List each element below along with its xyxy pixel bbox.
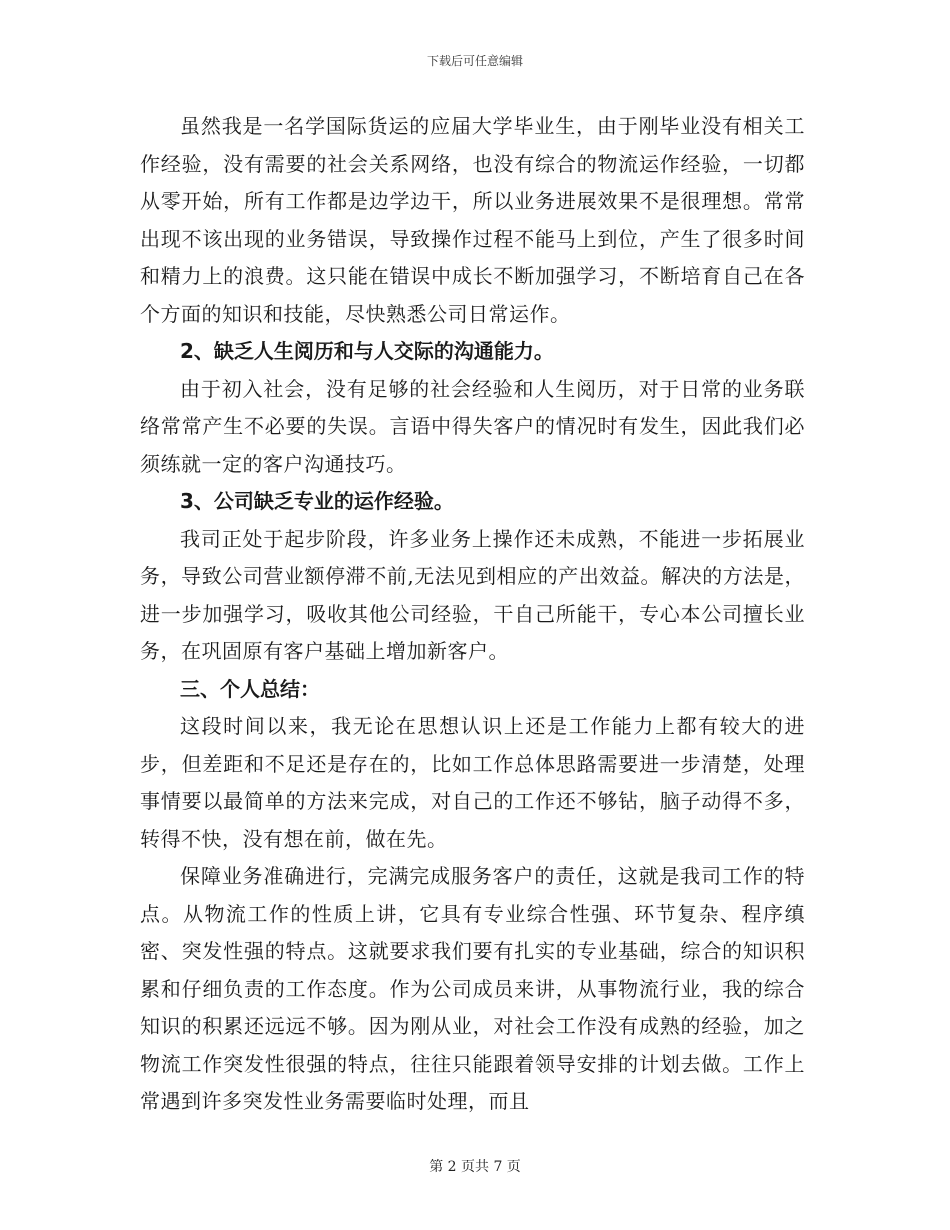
section-heading-3: 3、公司缺乏专业的运作经验。 <box>180 489 454 513</box>
paragraph-4: 这段时间以来，我无论在思想认识上还是工作能力上都有较大的进步，但差距和不足还是存在的，比如工作总体思路需要进一步清楚，处理事情要以最简单的方法来完成，对自己的工作还不够钻，脑子动得不多，转得不快，没有想在前，做在先。 <box>140 714 805 851</box>
paragraph-5: 保障业务准确进行，完满完成服务客户的责任，这就是我司工作的特点。从物流工作的性质上讲，它具有专业综合性强、环节复杂、程序缜密、突发性强的特点。这就要求我们要有扎实的专业基础，综合的知识积累和仔细负责的工作态度。作为公司成员来讲，从事物流行业，我的综合知识的积累还远远不够。因为刚从业，对社会工作没有成熟的经验，加之物流工作突发性很强的特点，往往只能跟着领导安排的计划去做。工作上常遇到许多突发性业务需要临时处理，而且 <box>140 864 805 1113</box>
page-footer: 第 2 页共 7 页 <box>429 1159 521 1175</box>
page-header: 下载后可任意编辑 <box>426 54 523 68</box>
paragraph-2: 由于初入社会，没有足够的社会经验和人生阅历，对于日常的业务联络常常产生不必要的失误。言语中得失客户的情况时有发生，因此我们必须练就一定的客户沟通技巧。 <box>140 376 805 476</box>
paragraph-1: 虽然我是一名学国际货运的应届大学毕业生，由于刚毕业没有相关工作经验，没有需要的社会关系网络，也没有综合的物流运作经验，一切都从零开始，所有工作都是边学边干，所以业务进展效果不是很理想。常常出现不该出现的业务错误，导致操作过程不能马上到位，产生了很多时间和精力上的浪费。这只能在错误中成长不断加强学习，不断培育自己在各个方面的知识和技能，尽快熟悉公司日常运作。 <box>140 114 805 326</box>
section-heading-2: 2、缺乏人生阅历和与人交际的沟通能力。 <box>180 339 554 363</box>
paragraph-3: 我司正处于起步阶段，许多业务上操作还未成熟，不能进一步拓展业务，导致公司营业额停滞不前,无法见到相应的产出效益。解决的方法是，进一步加强学习，吸收其他公司经验，干自己所能干，专心本公司擅长业务，在巩固原有客户基础上增加新客户。 <box>140 526 805 663</box>
section-heading-summary: 三、个人总结： <box>180 676 320 701</box>
document-body <box>140 108 805 1121</box>
